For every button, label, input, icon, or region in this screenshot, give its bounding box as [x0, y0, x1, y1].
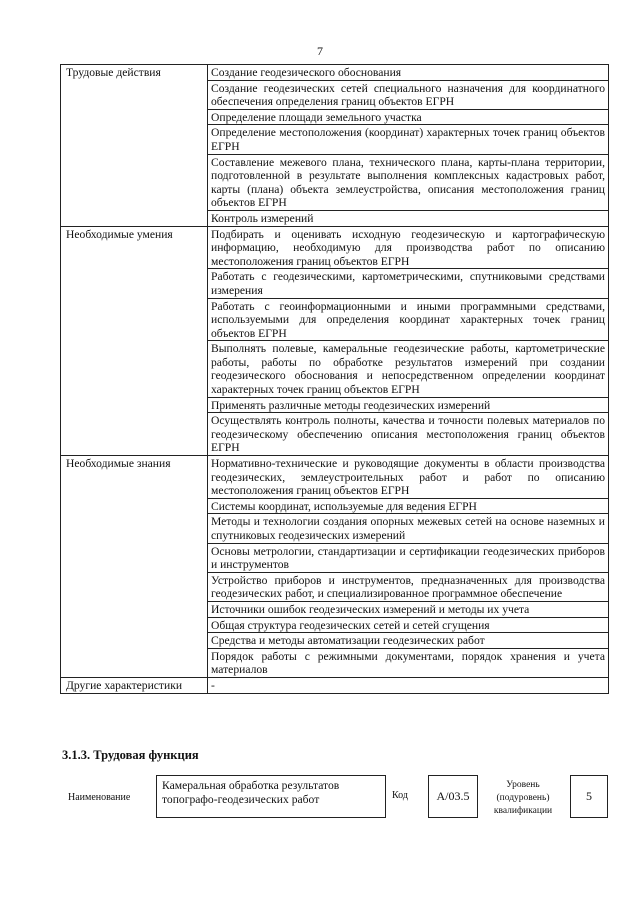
function-name-box: Камеральная обработка результатов топографо-геодезических работ — [156, 775, 386, 818]
table-row — [61, 65, 609, 81]
table-cell: Составление межевого плана, технического плана, карты-плана территории, подготовленной в результате выполнения комплексных кадастровых работ, карты (плана) объекта землеустройства, описания местоположения границ объектов ЕГРН — [208, 154, 609, 210]
table-cell: Основы метрологии, стандартизации и сертификации геодезических приборов и инструментов — [208, 543, 609, 572]
section-heading-skills: Необходимые умения — [61, 226, 208, 456]
table-cell: Определение местоположения (координат) характерных точек границ объектов ЕГРН — [208, 125, 609, 154]
table-cell: Применять различные методы геодезических измерений — [208, 397, 609, 413]
page-number: 7 — [317, 44, 323, 58]
table-cell: - — [208, 677, 609, 693]
table-cell: Средства и методы автоматизации геодезических работ — [208, 633, 609, 649]
table-row — [61, 226, 609, 269]
table-cell: Порядок работы с режимными документами, порядок хранения и учета материалов — [208, 648, 609, 677]
level-label-line: квалификации — [493, 806, 553, 816]
section-heading-other: Другие характеристики — [61, 677, 208, 693]
requirements-table — [60, 64, 609, 694]
table-cell: Системы координат, используемые для ведения ЕГРН — [208, 498, 609, 514]
level-label-line: (подуровень) — [496, 793, 550, 803]
function-code-box: A/03.5 — [428, 775, 478, 818]
table-cell: Подбирать и оценивать исходную геодезическую и картографическую информацию, необходимую для производства работ по описанию местоположения границ объектов ЕГРН — [208, 226, 609, 269]
name-label: Наименование — [68, 792, 131, 803]
table-cell: Работать с геодезическими, картометрическими, спутниковыми средствами измерения — [208, 269, 609, 298]
code-label: Код — [392, 790, 408, 801]
qualification-level-label — [484, 779, 562, 818]
level-label-line: Уровень — [506, 780, 540, 790]
table-cell: Осуществлять контроль полноты, качества и точности полевых материалов по геодезическому обеспечению описания местоположения границ объектов ЕГРН — [208, 413, 609, 456]
table-row — [61, 456, 609, 499]
table-cell: Общая структура геодезических сетей и сетей сгущения — [208, 617, 609, 633]
section-heading-knowledge: Необходимые знания — [61, 456, 208, 678]
section-heading-labor-actions: Трудовые действия — [61, 65, 208, 227]
table-cell: Создание геодезических сетей специального назначения для координатного обеспечения определения границ объектов ЕГРН — [208, 80, 609, 109]
table-cell: Методы и технологии создания опорных межевых сетей на основе наземных и спутниковых геодезических измерений — [208, 514, 609, 543]
section-title: 3.1.3. Трудовая функция — [62, 748, 199, 762]
table-cell: Создание геодезического обоснования — [208, 65, 609, 81]
table-cell: Выполнять полевые, камеральные геодезические работы, картометрические работы, работы по обработке результатов измерений при создании геодезического обоснования и непосредственном определении координат характерных точек границ объектов ЕГРН — [208, 341, 609, 397]
table-row — [61, 677, 609, 693]
table-cell: Устройство приборов и инструментов, предназначенных для производства геодезических работ, и специализированное программное обеспечение — [208, 572, 609, 601]
table-cell: Контроль измерений — [208, 210, 609, 226]
table-cell: Определение площади земельного участка — [208, 109, 609, 125]
table-cell: Нормативно-технические и руководящие документы в области производства геодезических, землеустроительных работ и работ по описанию местоположения границ объектов ЕГРН — [208, 456, 609, 499]
qualification-level-box: 5 — [570, 775, 608, 818]
table-cell: Источники ошибок геодезических измерений и методы их учета — [208, 601, 609, 617]
table-cell: Работать с геоинформационными и иными программными средствами, используемыми для определения координат характерных точек границ объектов ЕГРН — [208, 298, 609, 341]
